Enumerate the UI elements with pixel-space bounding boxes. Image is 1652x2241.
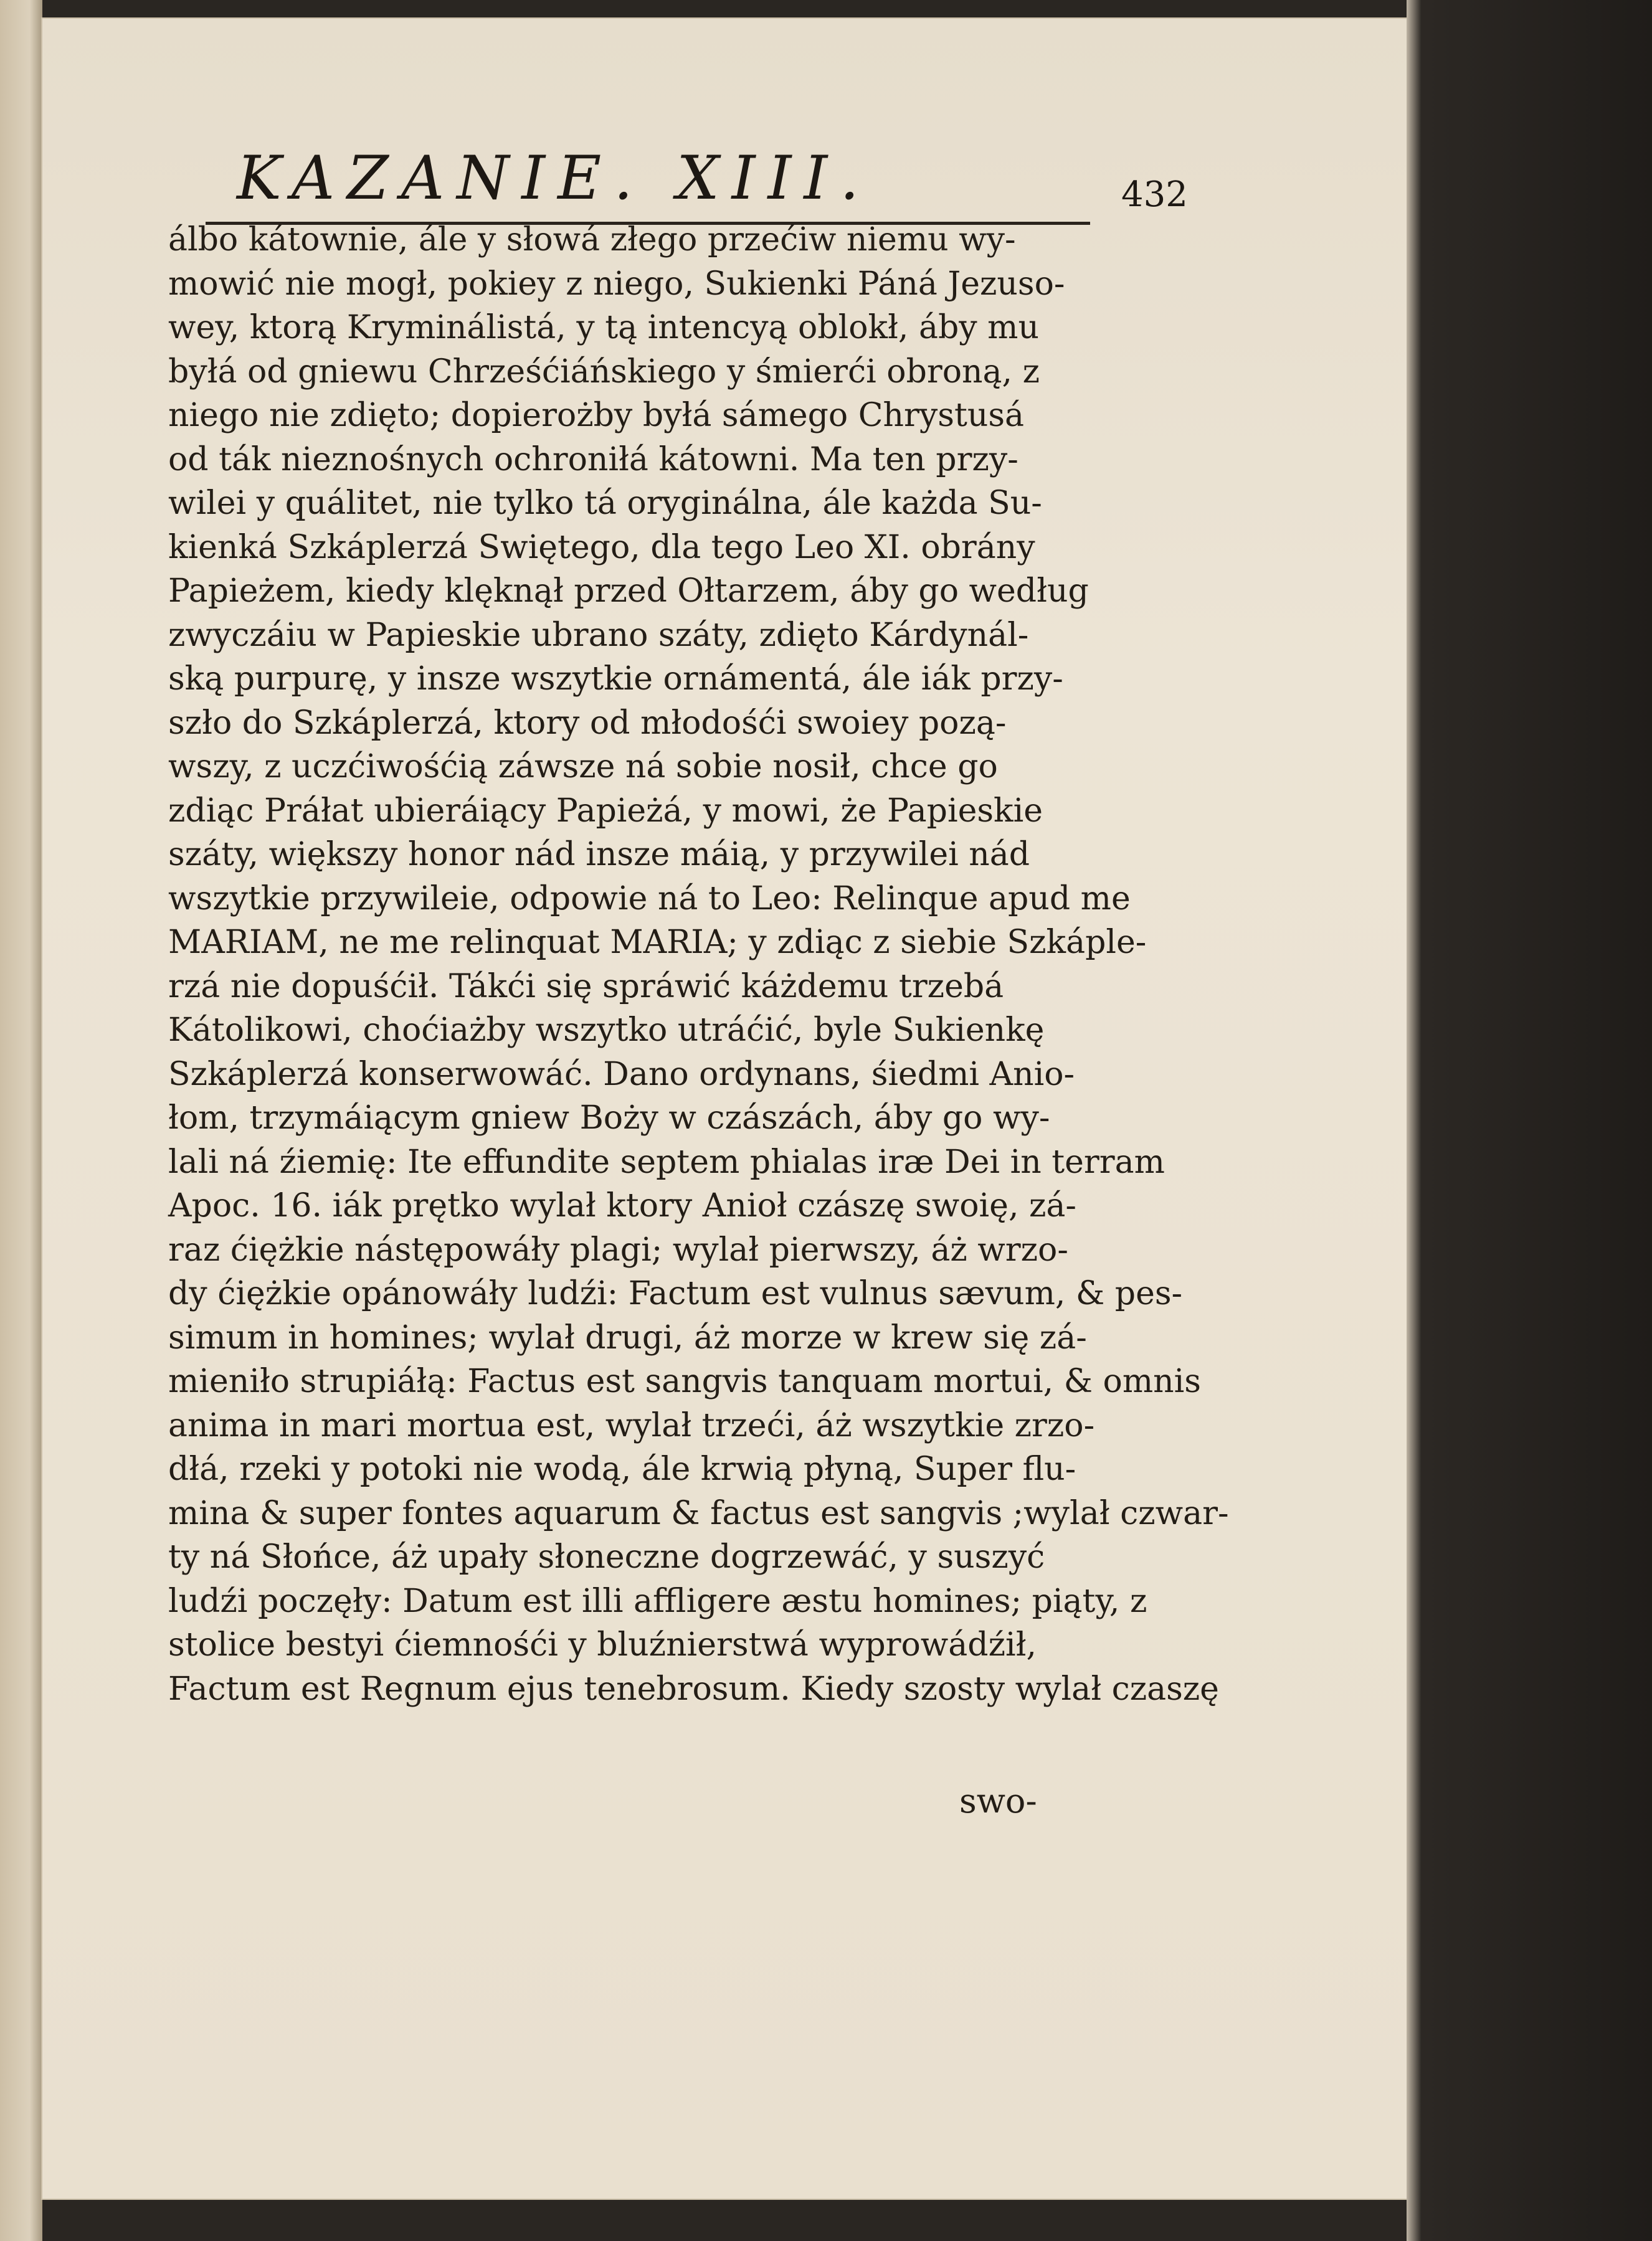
- text-line: lali ná źiemię: Ite effundite septem phialas iræ Dei in terram: [168, 1143, 1165, 1181]
- text-line: anima in mari mortua est, wylał trzeći, áż wszytkie zrzo-: [168, 1406, 1095, 1444]
- text-line: ty ná Słońce, áż upały słoneczne dogrzewáć, y suszyć: [168, 1538, 1045, 1576]
- text-line: zdiąc Práłat ubieráiący Papieżá, y mowi, że Papieskie: [168, 792, 1043, 830]
- catchword: swo-: [959, 1781, 1037, 1821]
- text-line: wilei y quálitet, nie tylko tá oryginálna, ále każda Su-: [168, 485, 1042, 522]
- text-line: Szkáplerzá konserwowáć. Dano ordynans, śiedmi Anio-: [168, 1055, 1075, 1093]
- text-line: szło do Szkáplerzá, ktory od młodośći swoiey pozą-: [168, 704, 1007, 742]
- text-line: byłá od gniewu Chrześćiáńskiego y śmierći obroną, z: [168, 353, 1040, 391]
- text-line: Apoc. 16. iák prętko wylał ktory Anioł czászę swoię, zá-: [168, 1187, 1076, 1225]
- text-line: ludźi poczęły: Datum est illi affligere æstu homines; piąty, z: [168, 1582, 1147, 1620]
- text-line: dłá, rzeki y potoki nie wodą, ále krwią płyną, Super flu-: [168, 1451, 1076, 1488]
- scan-background: [1407, 0, 1652, 2241]
- left-page-edge: [0, 0, 42, 2241]
- text-line: száty, większy honor nád insze máią, y przywilei nád: [168, 836, 1030, 873]
- text-line: ską purpurę, y insze wszytkie ornámentá, ále iák przy-: [168, 660, 1063, 698]
- text-line: mowić nie mogł, pokiey z niego, Sukienki Páná Jezuso-: [168, 265, 1065, 303]
- text-line: Kátolikowi, choćiażby wszytko utráćić, byle Sukienkę: [168, 1012, 1045, 1049]
- text-line: niego nie zdięto; dopierożby byłá sámego Chrystusá: [168, 397, 1025, 434]
- text-line: rzá nie dopuśćił. Tákći się spráwić káżdemu trzebá: [168, 967, 1004, 1005]
- text-line: stolice bestyi ćiemnośći y bluźnierstwá wyprowádźił,: [168, 1626, 1037, 1664]
- page-number: 432: [1121, 174, 1188, 215]
- text-line: dy ćiężkie opánowáły ludźi: Factum est vulnus sævum, & pes-: [168, 1275, 1183, 1312]
- text-line: wszy, z uczćiwośćią záwsze ná sobie nosił, chce go: [168, 748, 998, 785]
- text-line: wey, ktorą Kryminálistá, y tą intencyą oblokł, áby mu: [168, 309, 1039, 346]
- text-line: mieniło strupiáłą: Factus est sangvis tanquam mortui, & omnis: [168, 1363, 1201, 1400]
- body-text: [168, 218, 1229, 1711]
- running-header: KAZANIE. XIII.: [237, 143, 871, 213]
- text-line: MARIAM, ne me relinquat MARIA; y zdiąc z siebie Szkáple-: [168, 924, 1147, 961]
- text-line: álbo kátownie, ále y słowá złego przećiw niemu wy-: [168, 221, 1016, 258]
- text-line: kienká Szkáplerzá Swiętego, dla tego Leo XI. obrány: [168, 528, 1035, 566]
- text-line: zwyczáiu w Papieskie ubrano száty, zdięto Kárdynál-: [168, 616, 1029, 654]
- text-line: simum in homines; wylał drugi, áż morze w krew się zá-: [168, 1319, 1087, 1357]
- text-line: mina & super fontes aquarum & factus est sangvis ;wylał czwar-: [168, 1494, 1229, 1532]
- text-line: Factum est Regnum ejus tenebrosum. Kiedy szosty wylał czaszę: [168, 1670, 1219, 1708]
- text-line: wszytkie przywileie, odpowie ná to Leo: Relinque apud me: [168, 879, 1131, 917]
- text-line: Papieżem, kiedy klęknął przed Ołtarzem, áby go według: [168, 572, 1089, 610]
- text-line: raz ćiężkie nástępowáły plagi; wylał pierwszy, áż wrzo-: [168, 1231, 1068, 1269]
- text-line: łom, trzymáiącym gniew Boży w czászách, áby go wy-: [168, 1099, 1050, 1137]
- text-line: od ták nieznośnych ochroniłá kátowni. Ma ten przy-: [168, 440, 1018, 478]
